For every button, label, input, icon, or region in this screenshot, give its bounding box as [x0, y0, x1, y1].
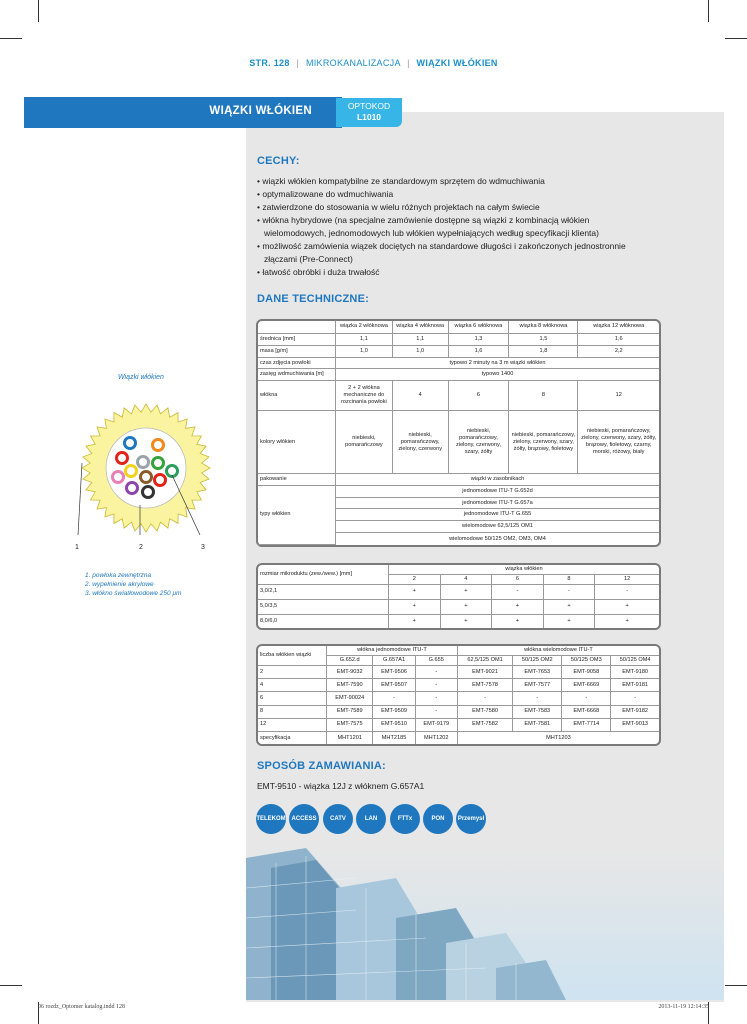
cell: EMT-7582	[458, 719, 513, 732]
feature-item: • łatwość obróbki i duża trwałość	[257, 266, 637, 279]
cell: +	[625, 617, 629, 624]
crop-mark	[725, 985, 747, 986]
cell: 1,3	[449, 334, 510, 346]
cell: jednomodowe ITU-T G.652d	[336, 486, 659, 498]
row-label: 2	[258, 666, 327, 679]
cell: MHT1201	[327, 732, 373, 744]
cell: 4	[393, 381, 449, 411]
duct-table	[256, 563, 661, 630]
cell: 1,6	[449, 346, 510, 358]
tech-table	[256, 319, 661, 547]
fiber-grey	[138, 457, 149, 468]
feature-item: • zatwierdzone do stosowania w wielu różnych projektach na całym świecie	[257, 201, 637, 214]
cell: EMT-7653	[513, 666, 562, 679]
cell: -	[562, 692, 611, 705]
feature-item: • wiązki włókien kompatybilne ze standardowym sprzętem do wdmuchiwania	[257, 175, 637, 188]
cell: +	[441, 600, 493, 615]
fiber-orange	[153, 440, 164, 451]
cell: EMT-9032	[327, 666, 373, 679]
cell: +	[389, 615, 441, 628]
leader-line-1	[78, 463, 82, 535]
col-header: 4	[441, 575, 493, 585]
cell: -	[458, 692, 513, 705]
cell: 2,2	[578, 346, 659, 358]
row-label: czas zdjęcia powłoki	[258, 358, 336, 370]
cell: EMT-7577	[513, 679, 562, 692]
badge-lan: LAN	[356, 804, 386, 834]
cell: wiązki w zasobnikach	[336, 474, 659, 486]
cell: -	[416, 679, 458, 692]
callout-3: 3	[201, 544, 205, 551]
cell: niebieski, pomarańczowy, zielony, czerwony, szary, żółty	[449, 411, 510, 473]
cell: -	[492, 585, 544, 600]
cell: 1,8	[509, 346, 578, 358]
cell: EMT-90024	[327, 692, 373, 705]
order-example: EMT-9510 - wiązka 12J z włóknem G.657A1	[257, 781, 425, 791]
cell: EMT-6669	[562, 679, 611, 692]
row-label: 8	[258, 706, 327, 719]
col-header: wiązka 12 włóknowa	[578, 321, 659, 334]
cell: MHT2185	[373, 732, 415, 744]
cell: jednomodowe ITU-T G.655	[336, 509, 659, 521]
row-label: 5,0/3,5	[258, 600, 389, 615]
cell: EMT-6668	[562, 706, 611, 719]
fiber-brown	[141, 472, 152, 483]
tech-heading: DANE TECHNICZNE:	[257, 293, 369, 305]
page-number: STR. 128	[249, 58, 290, 68]
col-header: 50/125 OM2	[513, 656, 562, 666]
code-label: OPTOKOD	[347, 101, 391, 111]
legend-item: 3. włókno światłowodowe 250 μm	[85, 590, 182, 597]
cell: 1,0	[336, 346, 393, 358]
cell: EMT-7578	[458, 679, 513, 692]
cell: +	[389, 600, 441, 615]
footer-timestamp: 2013-11-19 12:14:35	[658, 1004, 709, 1010]
row-label: włókna	[258, 381, 336, 411]
row-label: zasięg wdmuchiwania [m]	[258, 369, 336, 381]
row-label: 3,0/2,1	[258, 585, 389, 600]
cell: 2 + 2 włókna mechaniczne do rozcinania powłoki	[336, 381, 393, 411]
col-header: włókna jednomodowe ITU-T	[327, 646, 458, 656]
cell: 8	[509, 381, 578, 411]
fiber-black	[143, 487, 154, 498]
decorative-building-image	[246, 848, 724, 1000]
cell: +	[441, 585, 493, 600]
row-label: pakowanie	[258, 474, 336, 486]
cell: EMT-9507	[373, 679, 415, 692]
badge-przemysl: Przemysł	[456, 804, 486, 834]
callout-1: 1	[75, 544, 79, 551]
cell: EMT-7580	[458, 706, 513, 719]
col-header: wiązka 4 włóknowa	[393, 321, 449, 334]
cell: EMT-9021	[458, 666, 513, 679]
cell: EMT-9013	[611, 719, 659, 732]
cell: -	[513, 692, 562, 705]
cell: niebieski, pomarańczowy, zielony, czerwony, szary, żółty, brązowy, fioletowy, czarny, morski, różowy, biały	[578, 411, 659, 473]
cell: EMT-9510	[373, 719, 415, 732]
fiber-blue	[125, 438, 136, 449]
badge-telekom: TELEKOM	[256, 804, 286, 834]
part-number-table	[256, 644, 661, 746]
feature-item: • możliwość zamówienia wiązek dociętych na standardowe długości i zakończonych jednostronnie złączami (Pre-Connect)	[257, 240, 637, 266]
features-list	[257, 175, 637, 279]
row-label: specyfikacja	[258, 732, 327, 744]
badge-catv: CATV	[323, 804, 353, 834]
features-heading: CECHY:	[257, 155, 300, 167]
crop-mark	[0, 38, 22, 39]
feature-item: • optymalizowane do wdmuchiwania	[257, 188, 637, 201]
cell: niebieski, pomarańczowy, zielony, czerwony, szary, żółty, brązowy, fioletowy	[509, 411, 578, 473]
col-header: 62,5/125 OM1	[458, 656, 513, 666]
cell: +	[492, 600, 544, 615]
cell: 1,6	[578, 334, 659, 346]
col-header: G.655	[416, 656, 458, 666]
cell: +	[595, 600, 659, 615]
cell: wielomodowe 50/125 OM2, OM3, OM4	[449, 535, 546, 542]
fiber-bundle-diagram	[60, 395, 220, 555]
cell: EMT-9181	[611, 679, 659, 692]
col-header: 50/125 OM3	[562, 656, 611, 666]
section-name: MIKROKANALIZACJA	[305, 58, 401, 68]
cell: 1,5	[509, 334, 578, 346]
callout-2: 2	[139, 544, 143, 551]
cell: EMT-7589	[327, 706, 373, 719]
cell: wielomodowe 62,5/125 OM1	[336, 521, 659, 533]
cell: -	[373, 692, 415, 705]
crop-mark	[725, 38, 747, 39]
badge-pon: PON	[423, 804, 453, 834]
cell: typowo 2 minuty na 3 m wiązki włókien	[336, 358, 659, 370]
col-header: 12	[595, 575, 659, 585]
fiber-sea	[167, 466, 178, 477]
row-label: 8,0/6,0	[258, 615, 389, 628]
header-separator: |	[407, 58, 410, 68]
fiber-violet	[127, 483, 138, 494]
cell: EMT-7590	[327, 679, 373, 692]
cell: +	[544, 615, 596, 628]
feature-item: • włókna hybrydowe (na specjalne zamówienie dostępne są wiązki z kombinacją włókien wielomodowych, jednomodowych lub włókien wypełniających według specyfikacji klienta)	[257, 214, 637, 240]
col-header: 2	[389, 575, 441, 585]
cell: niebieski, pomarańczowy, zielony, czerwony	[393, 411, 449, 473]
cell: MHT1203	[546, 734, 571, 741]
cell: EMT-7714	[562, 719, 611, 732]
footer-file: 06 rozdz_Optomer katalog.indd 128	[38, 1004, 125, 1010]
crop-mark	[708, 0, 709, 22]
cell: EMT-7575	[327, 719, 373, 732]
cell: EMT-9509	[373, 706, 415, 719]
page-title: WIĄZKI WŁÓKIEN	[209, 105, 312, 117]
cell: niebieski, pomarańczowy	[336, 411, 393, 473]
cell: -	[595, 585, 659, 600]
cell: +	[492, 615, 544, 628]
badge-fttx: FTTx	[390, 804, 420, 834]
col-header: 8	[544, 575, 596, 585]
title-bar	[24, 97, 342, 128]
product-code-box	[336, 98, 402, 127]
cell: MHT1202	[416, 732, 458, 744]
fiber-green	[153, 458, 164, 469]
col-header: wiązka 8 włóknowa	[509, 321, 578, 334]
fiber-pink	[113, 472, 124, 483]
cell: typowo 1400	[336, 369, 659, 381]
cell: -	[611, 692, 659, 705]
col-header: 50/125 OM4	[611, 656, 659, 666]
col-header: wiązka włókien	[389, 565, 659, 575]
cell: EMT-9506	[373, 666, 415, 679]
diagram-legend	[85, 571, 181, 598]
running-header	[0, 58, 747, 68]
cell: 1,0	[393, 346, 449, 358]
cell: EMT-9182	[611, 706, 659, 719]
crop-mark	[38, 0, 39, 22]
cell: 6	[449, 381, 510, 411]
col-header: G.652.d	[327, 656, 373, 666]
cell: EMT-7583	[513, 706, 562, 719]
cell: 12	[578, 381, 659, 411]
cell: +	[441, 615, 493, 628]
cell: jednomodowe ITU-T G.657a	[336, 498, 659, 510]
row-label: 6	[258, 692, 327, 705]
cell: EMT-9180	[611, 666, 659, 679]
cell: -	[416, 692, 458, 705]
row-label: kolory włókien	[258, 411, 336, 473]
cell: +	[389, 585, 441, 600]
badge-access: ACCESS	[289, 804, 319, 834]
cell: 1,1	[393, 334, 449, 346]
row-label: 12	[258, 719, 327, 732]
crop-mark	[0, 985, 22, 986]
col-header: włókna wielomodowe ITU-T	[458, 646, 659, 656]
row-label: typy włókien	[258, 486, 336, 545]
header-separator: |	[296, 58, 300, 68]
fiber-red-2	[155, 475, 166, 486]
col-header: G.657A1	[373, 656, 415, 666]
cell: 1,1	[336, 334, 393, 346]
col-header: wiązka 2 włóknowa	[336, 321, 393, 334]
code-value: L1010	[356, 112, 382, 122]
col-header: wiązka 6 włóknowa	[449, 321, 510, 334]
legend-item: 2. wypełnienie akrylowe	[85, 581, 154, 588]
row-label: średnica [mm]	[258, 334, 336, 346]
col-header: liczba włókien wiązki	[258, 646, 327, 666]
col-header: 6	[492, 575, 544, 585]
fiber-yellow	[126, 466, 137, 477]
col-header: rozmiar mikroduktu (zew./wew.) [mm]	[258, 565, 389, 585]
topic-name: WIĄZKI WŁÓKIEN	[416, 58, 498, 68]
row-label: 4	[258, 679, 327, 692]
order-heading: SPOSÓB ZAMAWIANIA:	[257, 760, 386, 772]
cell: -	[416, 706, 458, 719]
cell: -	[544, 585, 596, 600]
cell: EMT-9058	[562, 666, 611, 679]
cell: EMT-7581	[513, 719, 562, 732]
cell: -	[416, 666, 458, 679]
diagram-title: Wiązki włókien	[118, 374, 164, 381]
cell: EMT-9179	[416, 719, 458, 732]
legend-item: 1. powłoka zewnętrzna	[85, 572, 152, 579]
cell: +	[544, 600, 596, 615]
fiber-red	[117, 453, 128, 464]
row-label: masa [g/m]	[258, 346, 336, 358]
